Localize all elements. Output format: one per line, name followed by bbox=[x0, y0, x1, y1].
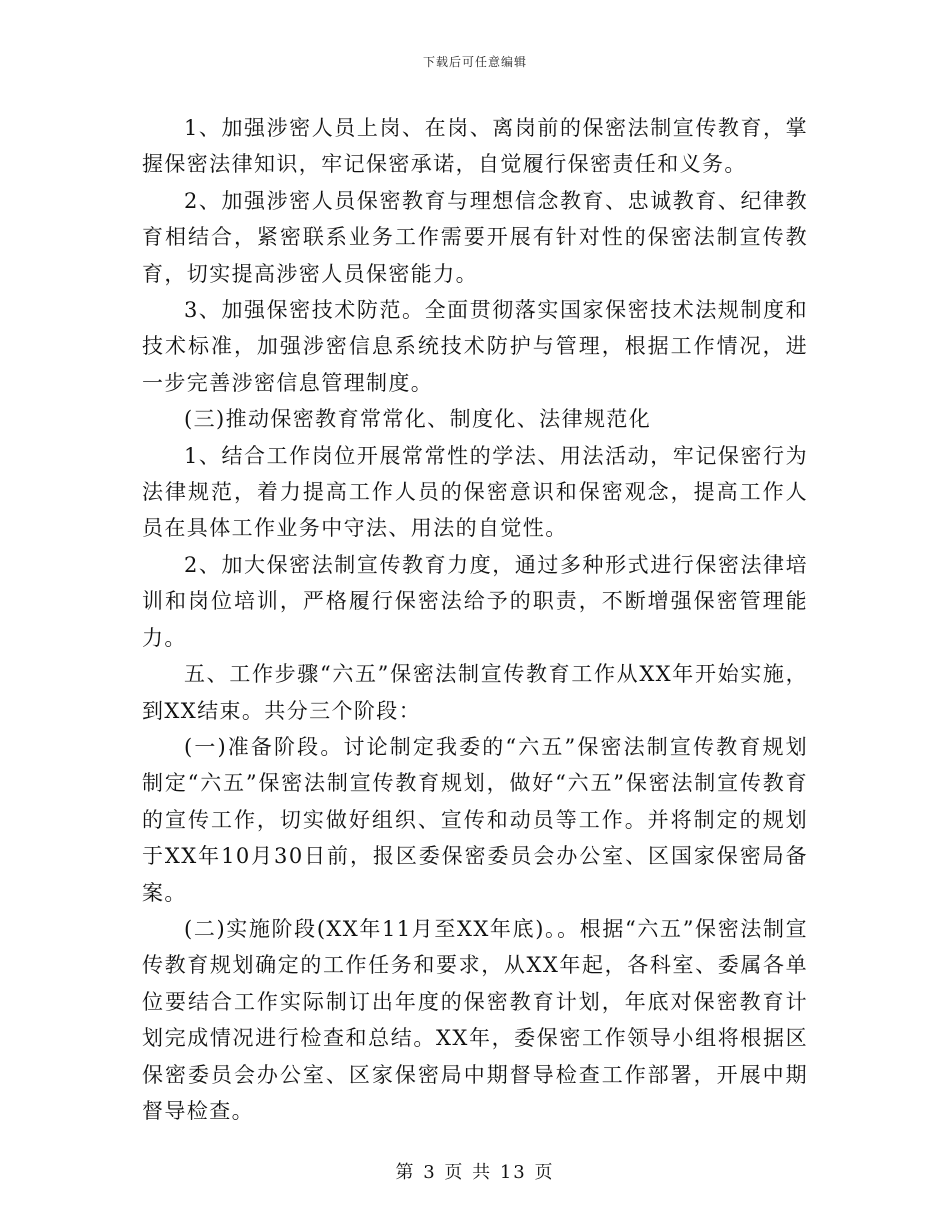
header-note: 下载后可任意编辑 bbox=[422, 55, 527, 69]
paragraph: (二)实施阶段(XX年11月至XX年底)。。根据“六五”保密法制宣传教育规划确定的工作任务和要求，从XX年起，各科室、委属各单位要结合工作实际制订出年度的保密教育计划，年底对保密教育计划完成情况进行检查和总结。XX年，委保密工作领导小组将根据区保密委员会办公室、区家保密局中期督导检查工作部署，开展中期督导检查。 bbox=[142, 916, 808, 1123]
paragraph: 1、结合工作岗位开展常常性的学法、用法活动，牢记保密行为法律规范，着力提高工作人员的保密意识和保密观念，提高工作人员在具体工作业务中守法、用法的自觉性。 bbox=[142, 443, 808, 541]
document-body bbox=[142, 110, 808, 1129]
paragraph: 1、加强涉密人员上岗、在岗、离岗前的保密法制宣传教育，掌握保密法律知识，牢记保密承诺，自觉履行保密责任和义务。 bbox=[142, 116, 808, 177]
paragraph: 3、加强保密技术防范。全面贯彻落实国家保密技术法规制度和技术标准，加强涉密信息系统技术防护与管理，根据工作情况，进一步完善涉密信息管理制度。 bbox=[142, 298, 808, 395]
paragraph: 2、加大保密法制宣传教育力度，通过多种形式进行保密法律培训和岗位培训，严格履行保密法给予的职责，不断增强保密管理能力。 bbox=[142, 552, 808, 650]
section-heading: (三)推动保密教育常常化、制度化、法律规范化 bbox=[184, 407, 652, 432]
paragraph: (一)准备阶段。讨论制定我委的“六五”保密法制宣传教育规划制定“六五”保密法制宣传教育规划，做好“六五”保密法制宣传教育的宣传工作，切实做好组织、宣传和动员等工作。并将制定的规划于XX年10月30日前，报区委保密委员会办公室、区国家保密局备案。 bbox=[142, 734, 808, 905]
paragraph: 五、工作步骤“六五”保密法制宣传教育工作从XX年开始实施，到XX结束。共分三个阶段： bbox=[142, 662, 808, 723]
paragraph: 2、加强涉密人员保密教育与理想信念教育、忠诚教育、纪律教育相结合，紧密联系业务工作需要开展有针对性的保密法制宣传教育，切实提高涉密人员保密能力。 bbox=[142, 188, 808, 286]
page-number: 第 3 页 共 13 页 bbox=[395, 1162, 555, 1183]
